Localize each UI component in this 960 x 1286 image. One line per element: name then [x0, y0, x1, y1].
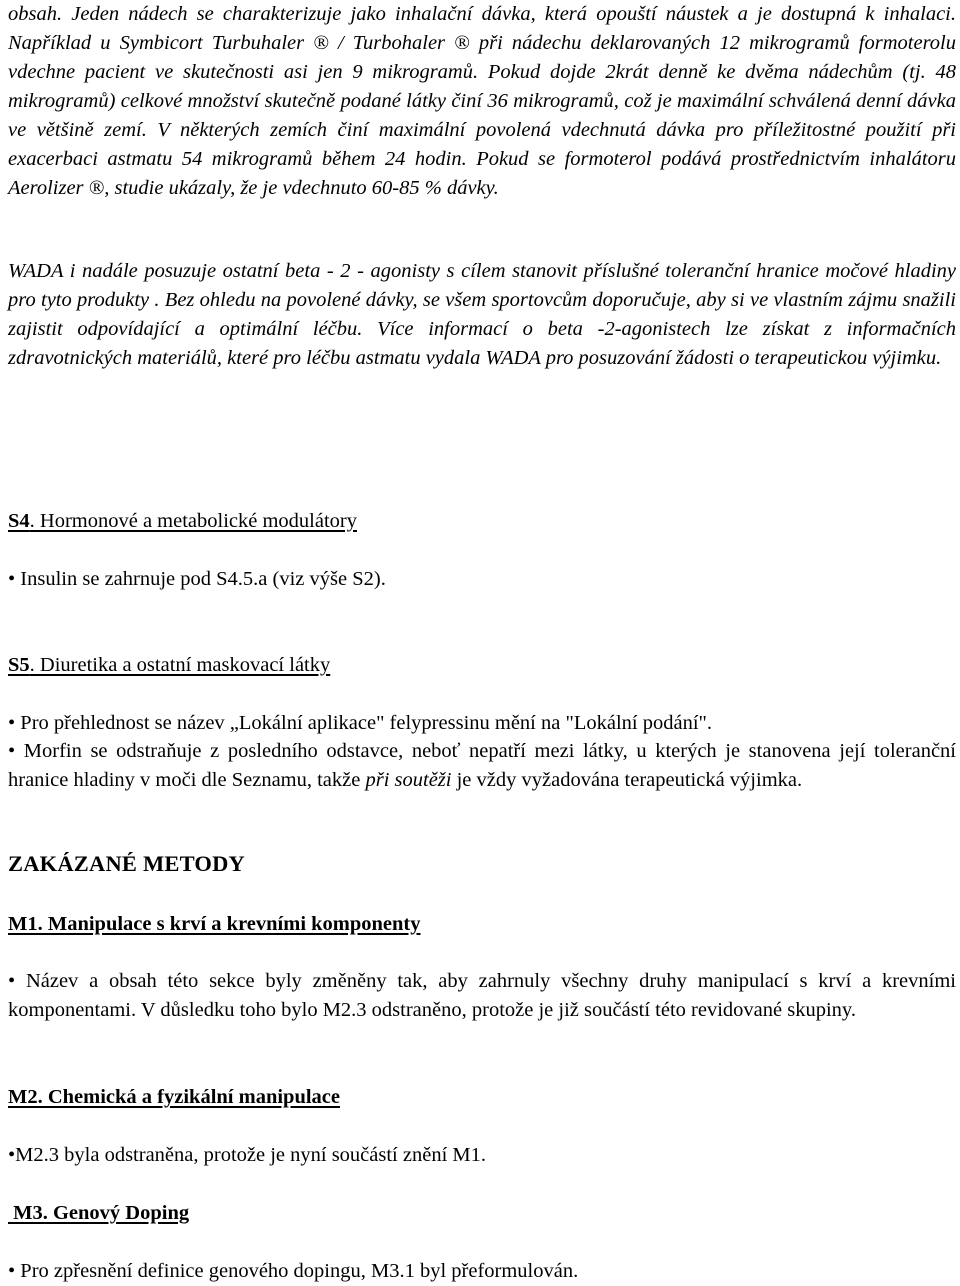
heading-prohibited-methods: ZAKÁZANÉ METODY — [8, 851, 245, 876]
list-item-m2-removed: •M2.3 byla odstraněna, protože je nyní součástí znění M1. — [8, 1144, 486, 1166]
s5-morfin-text-a: • Morfin se odstraňuje z posledního odstavce, neboť nepatří mezi látky, u kterých je stanovena její toleranční hranice hladiny v moči dle Seznamu, takže — [8, 740, 956, 791]
section-heading-s4 — [8, 507, 956, 536]
s4-title: . Hormonové a metabolické modulátory — [29, 510, 357, 532]
intro-paragraph-wada: WADA i nadále posuzuje ostatní beta - 2 - agonisty s cílem stanovit příslušné toleranční hranice močové hladiny pro tyto produkty . Bez ohledu na povolené dávky, se všem sportovcům doporučuje, aby si ve vlastním zájmu snažili zajistit odpovídající a optimální léčbu. Více informací o beta -2-agonistech lze získat z informačních zdravotnických materiálů, které pro léčbu astmatu vydala WADA pro posuzování žádosti o terapeutickou výjimku. — [8, 260, 956, 369]
s5-title: . Diuretika a ostatní maskovací látky — [29, 654, 331, 676]
list-item-m1-blood: • Název a obsah této sekce byly změněny tak, aby zahrnuly všechny druhy manipulací s krví a krevními komponentami. V důsledku toho bylo M2.3 odstraněno, protože je již součástí této revidované skupiny. — [8, 970, 956, 1021]
section-heading-m1 — [8, 910, 956, 939]
s5-morfin-text-b: je vždy vyžadována terapeutická výjimka. — [451, 769, 803, 791]
section-heading-s5 — [8, 651, 956, 680]
list-item-s5-felypressin: • Pro přehlednost se název „Lokální aplikace" felypressinu mění na "Lokální podání". — [8, 712, 713, 734]
m3-title: M3. Genový Doping — [8, 1202, 190, 1224]
list-item-s4-insulin: • Insulin se zahrnuje pod S4.5.a (viz výše S2). — [8, 568, 386, 590]
section-heading-m3 — [8, 1199, 956, 1228]
m1-title: M1. Manipulace s krví a krevními komponenty — [8, 913, 421, 935]
list-item-s5-morfin — [8, 737, 956, 795]
s4-code: S4 — [8, 510, 30, 532]
s5-morfin-emphasis: při soutěži — [365, 769, 452, 791]
list-item-m3-gene-doping: • Pro zpřesnění definice genového dopingu, M3.1 byl přeformulován. — [8, 1260, 579, 1282]
section-heading-m2 — [8, 1083, 956, 1112]
s5-code: S5 — [8, 654, 30, 676]
intro-paragraph-formoterol: obsah. Jeden nádech se charakterizuje jako inhalační dávka, která opouští náustek a je dostupná k inhalaci. Například u Symbicort Turbuhaler ® / Turbohaler ® při nádechu deklarovaných 12 mikrogramů formoterolu vdechne pacient ve skutečnosti asi jen 9 mikrogramů. Pokud dojde 2krát denně ke dvěma nádechům (tj. 48 mikrogramů) celkové množství skutečně podané látky činí 36 mikrogramů, což je maximální schválená denní dávka ve většině zemí. V některých zemích činí maximální povolená vdechnutá dávka pro příležitostné použití při exacerbaci astmatu 54 mikrogramů během 24 hodin. Pokud se formoterol podává prostřednictvím inhalátoru Aerolizer ®, studie ukázaly, že je vdechnuto 60-85 % dávky. — [8, 3, 956, 199]
m2-title: M2. Chemická a fyzikální manipulace — [8, 1086, 340, 1108]
